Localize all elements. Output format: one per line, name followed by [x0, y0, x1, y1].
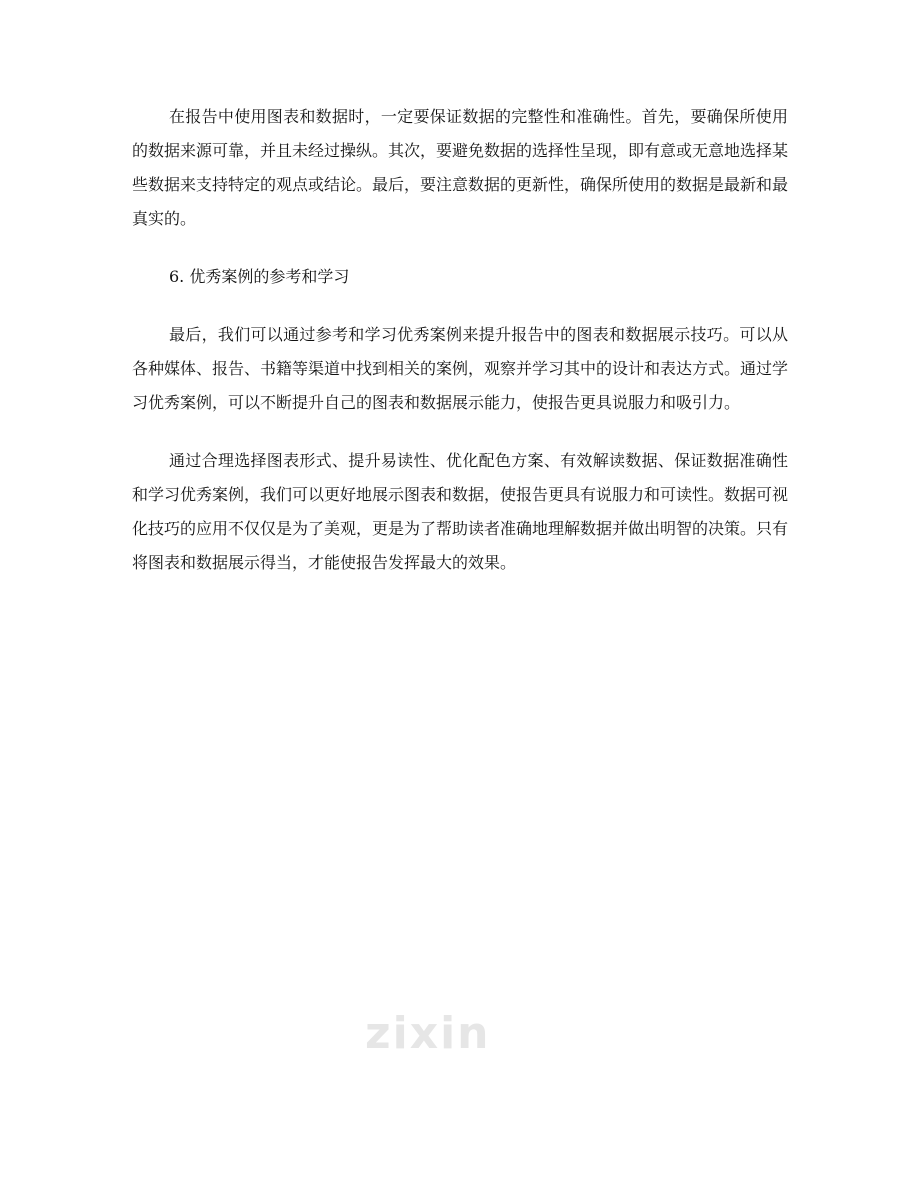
paragraph-learning-cases: 最后，我们可以通过参考和学习优秀案例来提升报告中的图表和数据展示技巧。可以从各种媒体、报告、书籍等渠道中找到相关的案例，观察并学习其中的设计和表达方式。通过学习优秀案例，可以不断提升自己的图表和数据展示能力，使报告更具说服力和吸引力。 — [132, 325, 789, 412]
watermark: zixin — [365, 1008, 491, 1059]
section-heading: 6. 优秀案例的参考和学习 — [169, 267, 350, 286]
paragraph-conclusion: 通过合理选择图表形式、提升易读性、优化配色方案、有效解读数据、保证数据准确性和学习优秀案例，我们可以更好地展示图表和数据，使报告更具有说服力和可读性。数据可视化技巧的应用不仅仅是为了美观，更是为了帮助读者准确地理解数据并做出明智的决策。只有将图表和数据展示得当，才能使报告发挥最大的效果。 — [132, 451, 789, 572]
paragraph-data-accuracy: 在报告中使用图表和数据时，一定要保证数据的完整性和准确性。首先，要确保所使用的数据来源可靠，并且未经过操纵。其次，要避免数据的选择性呈现，即有意或无意地选择某些数据来支持特定的观点或结论。最后，要注意数据的更新性，确保所使用的数据是最新和最真实的。 — [132, 107, 789, 228]
document-body — [132, 100, 788, 604]
